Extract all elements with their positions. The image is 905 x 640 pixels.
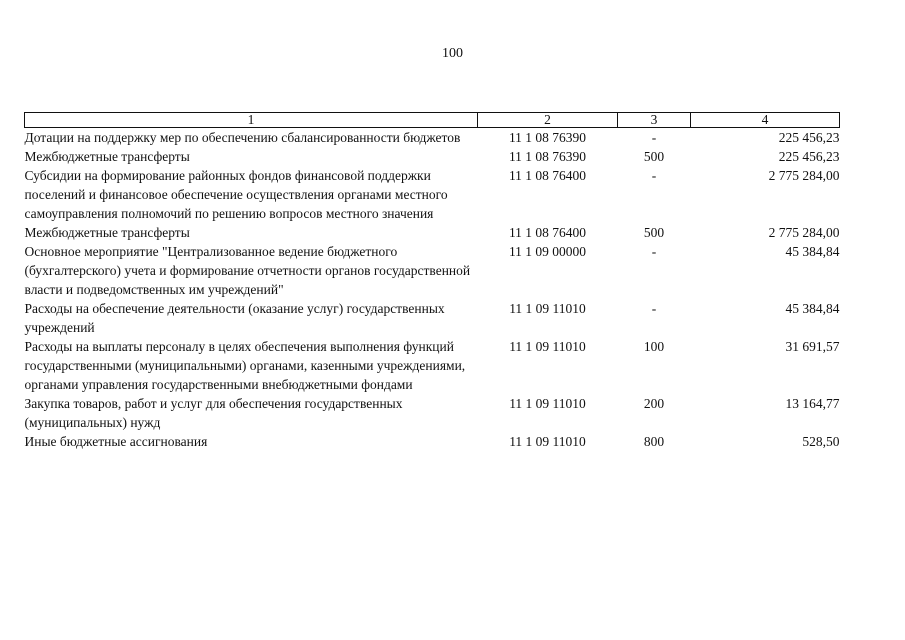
row-type: 500: [643, 149, 665, 164]
table-row: [25, 299, 840, 337]
table-row: [25, 432, 840, 451]
row-name: Расходы на обеспечение деятельности (оказание услуг) государственных учреждений: [24, 301, 445, 335]
row-code: 11 1 08 76400: [508, 168, 587, 183]
row-name: Межбюджетные трансферты: [24, 225, 190, 240]
row-code: 11 1 09 00000: [508, 244, 587, 259]
row-code: 11 1 08 76400: [508, 225, 587, 240]
header-col-2: 2: [478, 113, 618, 128]
budget-table: [24, 112, 840, 451]
row-code: 11 1 08 76390: [508, 149, 587, 164]
row-amount: 45 384,84: [785, 301, 840, 316]
table-row: [25, 337, 840, 394]
header-col-3: 3: [618, 113, 691, 128]
table-row: [25, 147, 840, 166]
row-amount: 225 456,23: [778, 149, 840, 164]
table-header: [25, 113, 840, 128]
row-amount: 45 384,84: [785, 244, 840, 259]
row-name: Иные бюджетные ассигнования: [24, 434, 208, 449]
table-row: [25, 394, 840, 432]
row-amount: 2 775 284,00: [768, 225, 840, 240]
row-name: Расходы на выплаты персоналу в целях обеспечения выполнения функций государственными (муниципальными) органами, казенными учреждениями, органами управления государственными внебюджетными фондами: [24, 339, 466, 392]
header-col-1: 1: [25, 113, 478, 128]
row-code: 11 1 08 76390: [508, 130, 587, 145]
row-amount: 13 164,77: [785, 396, 840, 411]
row-amount: 528,50: [802, 434, 840, 449]
row-amount: 31 691,57: [785, 339, 840, 354]
row-type: 100: [643, 339, 665, 354]
row-type: -: [651, 130, 657, 145]
row-amount: 2 775 284,00: [768, 168, 840, 183]
row-name: Закупка товаров, работ и услуг для обеспечения государственных (муниципальных) нужд: [24, 396, 403, 430]
row-code: 11 1 09 11010: [509, 434, 586, 449]
row-code: 11 1 09 11010: [509, 396, 586, 411]
row-name: Субсидии на формирование районных фондов финансовой поддержки поселений и финансовое обеспечение осуществления органами местного самоуправления полномочий по решению вопросов местного значения: [24, 168, 448, 221]
table-row: [25, 166, 840, 223]
row-name: Дотации на поддержку мер по обеспечению сбалансированности бюджетов: [24, 130, 461, 145]
row-code: 11 1 09 11010: [509, 339, 586, 354]
table-row: [25, 223, 840, 242]
header-col-4: 4: [691, 113, 840, 128]
table-row: [25, 242, 840, 299]
row-type: -: [651, 301, 657, 316]
row-amount: 225 456,23: [778, 130, 840, 145]
row-name: Основное мероприятие "Централизованное ведение бюджетного (бухгалтерского) учета и формирование отчетности органов государственной власти и подведомственных им учреждений": [24, 244, 471, 297]
row-code: 11 1 09 11010: [509, 301, 586, 316]
table-row: [25, 128, 840, 148]
page-number: 100: [442, 46, 463, 61]
table-body: [25, 128, 840, 452]
row-name: Межбюджетные трансферты: [24, 149, 190, 164]
row-type: 500: [643, 225, 665, 240]
header-row: [25, 113, 840, 128]
row-type: 800: [643, 434, 665, 449]
row-type: -: [651, 168, 657, 183]
row-type: 200: [643, 396, 665, 411]
row-type: -: [651, 244, 657, 259]
